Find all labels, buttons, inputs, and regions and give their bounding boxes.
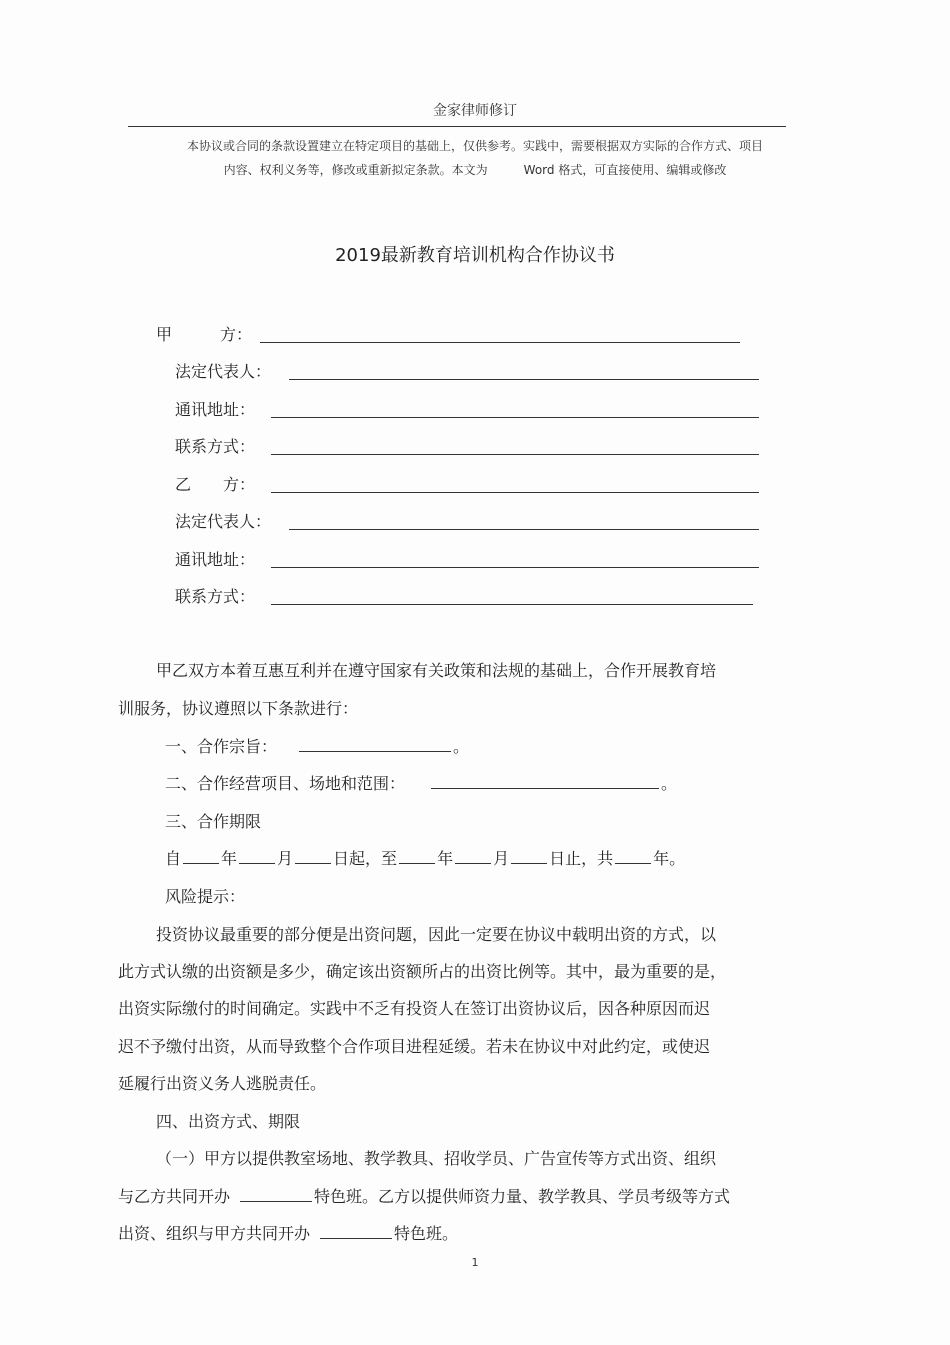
term-month-2: 月: [493, 849, 510, 868]
party-b-contact-field: [175, 584, 765, 608]
party-b-address-field: [175, 547, 765, 571]
section-1: [165, 734, 469, 757]
page-number: 1: [471, 1256, 479, 1269]
section-2-blank: [431, 772, 659, 789]
risk-line-3: 出资实际缴付的时间确定。实践中不乏有投资人在签订出资协议后，因各种原因而迟: [118, 999, 711, 1018]
intro-line-2: 训服务，协议遵照以下条款进行：: [118, 699, 359, 718]
party-a-field: [156, 322, 746, 346]
document-title: 2019最新教育培训机构合作协议书: [335, 245, 615, 266]
party-a-contact-blank: [271, 454, 759, 455]
term-line: [165, 846, 685, 869]
term-blank-day-1: [295, 847, 331, 864]
risk-line-1: 投资协议最重要的部分便是出资问题，因此一定要在协议中载明出资的方式，以: [156, 925, 717, 944]
party-a-address-field: [175, 397, 765, 421]
section-2: [165, 771, 677, 794]
section-3-label: 三、合作期限: [165, 812, 262, 831]
term-blank-month-1: [239, 847, 275, 864]
term-blank-day-2: [511, 847, 547, 864]
party-b-contact-blank: [271, 604, 753, 605]
notice-line-1: 本协议或合同的条款设置建立在特定项目的基础上，仅供参考。实践中，需要根据双方实际的合作方式、项目: [186, 139, 763, 153]
section-4-1-line-2-b: 特色班。乙方以提供师资力量、教学教具、学员考级等方式: [314, 1187, 731, 1206]
term-year-2: 年: [437, 849, 454, 868]
section-2-label: 二、合作经营项目、场地和范围：: [165, 774, 406, 793]
party-b-address-label: 通讯地址：: [175, 550, 256, 569]
risk-label: 风险提示：: [165, 887, 246, 906]
section-1-label: 一、合作宗旨：: [165, 737, 278, 756]
risk-line-4: 迟不予缴付出资，从而导致整个合作项目进程延缓。若未在协议中对此约定，或使迟: [118, 1037, 711, 1056]
party-b-blank: [271, 492, 759, 493]
term-blank-year-2: [399, 847, 435, 864]
term-blank-month-2: [455, 847, 491, 864]
party-b-address-blank: [271, 567, 759, 568]
term-day-1: 日起，至: [333, 849, 398, 868]
party-a-address-blank: [271, 417, 759, 418]
party-a-contact-field: [175, 434, 765, 458]
party-b-label: 乙 方：: [175, 475, 256, 494]
party-a-rep-field: [175, 359, 765, 383]
section-4-1-blank-2: [320, 1222, 392, 1239]
term-from: 自: [165, 849, 182, 868]
header-rule: [128, 126, 786, 127]
party-b-rep-blank: [289, 529, 759, 530]
party-a-address-label: 通讯地址：: [175, 400, 256, 419]
term-month-1: 月: [277, 849, 294, 868]
term-year-3: 年。: [653, 849, 686, 868]
party-a-rep-blank: [289, 379, 759, 380]
section-2-end: 。: [661, 774, 678, 793]
party-b-contact-label: 联系方式：: [175, 587, 256, 606]
section-1-end: 。: [453, 737, 470, 756]
term-blank-year-3: [615, 847, 651, 864]
party-a-blank: [260, 342, 740, 343]
section-4-1-blank-1: [240, 1185, 312, 1202]
notice-line-2-a: 内容、权利义务等，修改或重新拟定条款。本文为: [223, 163, 488, 177]
section-4-1-line-2-a: 与乙方共同开办: [118, 1187, 231, 1206]
party-a-rep-label: 法定代表人：: [175, 362, 272, 381]
section-4-1-line-3: [118, 1221, 458, 1244]
section-4-label: 四、出资方式、期限: [156, 1112, 301, 1131]
section-1-blank: [299, 735, 451, 752]
party-a-contact-label: 联系方式：: [175, 437, 256, 456]
party-a-label: 甲 方：: [156, 325, 253, 344]
section-4-1-line-1: （一）甲方以提供教室场地、教学教具、招收学员、广告宣传等方式出资、组织: [156, 1149, 717, 1168]
party-b-rep-field: [175, 509, 765, 533]
party-b-field: [175, 472, 765, 496]
party-b-rep-label: 法定代表人：: [175, 512, 272, 531]
notice-line-2: [120, 161, 830, 178]
term-day-2: 日止，共: [549, 849, 614, 868]
header-title: 金家律师修订: [433, 103, 517, 119]
notice-line-2-b: Word 格式，可直接使用、编辑或修改: [523, 163, 727, 177]
section-4-1-line-2: [118, 1184, 730, 1207]
section-4-1-line-3-a: 出资、组织与甲方共同开办: [118, 1224, 311, 1243]
risk-line-2: 此方式认缴的出资额是多少，确定该出资额所占的出资比例等。其中，最为重要的是，: [118, 962, 727, 981]
section-4-1-line-3-b: 特色班。: [394, 1224, 459, 1243]
term-year-1: 年: [221, 849, 238, 868]
risk-line-5: 延履行出资义务人逃脱责任。: [118, 1074, 327, 1093]
term-blank-year-1: [183, 847, 219, 864]
intro-line-1: 甲乙双方本着互惠互利并在遵守国家有关政策和法规的基础上，合作开展教育培: [156, 661, 717, 680]
